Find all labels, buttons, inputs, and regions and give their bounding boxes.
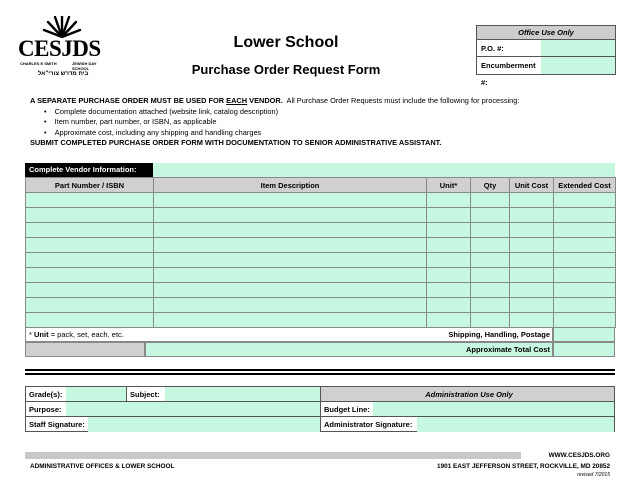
total-field[interactable]: [553, 342, 615, 357]
item-description-cell[interactable]: [154, 298, 427, 313]
unit-cost-cell[interactable]: [510, 223, 554, 238]
unit-cost-cell[interactable]: [510, 238, 554, 253]
office-use-title: Office Use Only: [477, 26, 615, 40]
vendor-field[interactable]: [153, 163, 615, 177]
part-number-cell[interactable]: [26, 283, 154, 298]
qty-cell[interactable]: [471, 208, 510, 223]
admin-signature-label: Administrator Signature:: [324, 420, 413, 429]
admin-signature-field[interactable]: [417, 417, 614, 432]
divider: [25, 369, 615, 371]
footer-office: ADMINISTRATIVE OFFICES & LOWER SCHOOL: [30, 463, 175, 470]
table-row: [26, 283, 616, 298]
qty-cell[interactable]: [471, 223, 510, 238]
qty-cell[interactable]: [471, 193, 510, 208]
instr-bullet: • Approximate cost, including any shipping and handling charges: [44, 128, 620, 139]
unit-note-bold: Unit: [34, 330, 49, 339]
unit-cost-cell[interactable]: [510, 283, 554, 298]
page-title: Lower School: [233, 34, 339, 51]
instr-bullet: • Complete documentation attached (website link, catalog description): [44, 107, 620, 118]
subject-field[interactable]: [165, 387, 321, 402]
table-header-row: [26, 178, 616, 193]
qty-cell[interactable]: [471, 268, 510, 283]
item-description-cell[interactable]: [154, 283, 427, 298]
unit-cost-cell[interactable]: [510, 313, 554, 328]
unit-cell[interactable]: [427, 298, 471, 313]
total-spacer: [25, 342, 145, 357]
extended-cost-cell[interactable]: [554, 193, 616, 208]
grades-field[interactable]: [66, 387, 127, 402]
office-use-box: [476, 25, 616, 87]
budget-line-label: Budget Line:: [321, 402, 373, 417]
table-row: [26, 298, 616, 313]
col-part-number: Part Number / ISBN: [26, 178, 154, 193]
qty-cell[interactable]: [471, 283, 510, 298]
logo-hebrew: בית מדרש צורי"אל: [38, 71, 89, 77]
instr-line1-suffix: VENDOR.: [247, 96, 283, 105]
staff-signature-field[interactable]: [88, 417, 321, 432]
item-description-cell[interactable]: [154, 313, 427, 328]
unit-note-prefix: *: [29, 330, 35, 339]
staff-signature-label: Staff Signature:: [29, 420, 85, 429]
instr-line1-rest: All Purchase Order Requests must include the following for processing:: [286, 96, 520, 105]
encumberment-label: Encumberment #:: [481, 61, 536, 87]
instr-submit: SUBMIT COMPLETED PURCHASE ORDER FORM WITH DOCUMENTATION TO SENIOR ADMINISTRATIVE ASSISTANT.: [30, 138, 442, 147]
qty-cell[interactable]: [471, 298, 510, 313]
part-number-cell[interactable]: [26, 193, 154, 208]
extended-cost-cell[interactable]: [554, 223, 616, 238]
item-description-cell[interactable]: [154, 253, 427, 268]
unit-cell[interactable]: [427, 223, 471, 238]
col-qty: Qty: [471, 178, 510, 193]
page-subtitle: Purchase Order Request Form: [191, 62, 381, 77]
table-row: [26, 253, 616, 268]
extended-cost-cell[interactable]: [554, 268, 616, 283]
col-unit-cost: Unit Cost: [510, 178, 554, 193]
extended-cost-cell[interactable]: [554, 208, 616, 223]
item-description-cell[interactable]: [154, 268, 427, 283]
encumberment-field[interactable]: [541, 57, 615, 74]
col-extended-cost: Extended Cost: [554, 178, 616, 193]
shipping-field[interactable]: [553, 327, 615, 342]
table-row: [26, 238, 616, 253]
unit-cell[interactable]: [427, 238, 471, 253]
unit-cell[interactable]: [427, 313, 471, 328]
unit-cost-cell[interactable]: [510, 208, 554, 223]
unit-cost-cell[interactable]: [510, 298, 554, 313]
part-number-cell[interactable]: [26, 253, 154, 268]
admin-use-title: Administration Use Only: [321, 387, 614, 402]
logo-name: CESJDS: [18, 36, 101, 61]
logo-sub-right: JEWISH DAY SCHOOL: [72, 61, 97, 71]
part-number-cell[interactable]: [26, 238, 154, 253]
divider: [25, 373, 615, 375]
unit-cell[interactable]: [427, 253, 471, 268]
items-table: [25, 177, 616, 328]
part-number-cell[interactable]: [26, 268, 154, 283]
unit-cell[interactable]: [427, 208, 471, 223]
unit-cell[interactable]: [427, 193, 471, 208]
table-row: [26, 193, 616, 208]
budget-line-field[interactable]: [373, 402, 614, 417]
footer-website[interactable]: WWW.CESJDS.ORG: [548, 452, 610, 459]
instructions: [30, 96, 620, 149]
table-row: [26, 268, 616, 283]
item-description-cell[interactable]: [154, 238, 427, 253]
vendor-label: Complete Vendor Information:: [25, 163, 153, 177]
po-label: P.O. #:: [481, 44, 504, 53]
subject-label: Subject:: [127, 387, 165, 402]
item-description-cell[interactable]: [154, 208, 427, 223]
table-row: [26, 223, 616, 238]
item-description-cell[interactable]: [154, 193, 427, 208]
part-number-cell[interactable]: [26, 208, 154, 223]
purpose-label: Purpose:: [26, 402, 66, 417]
unit-cell[interactable]: [427, 268, 471, 283]
col-item-description: Item Description: [154, 178, 427, 193]
instr-bullet: • Item number, part number, or ISBN, as applicable: [44, 117, 620, 128]
qty-cell[interactable]: [471, 238, 510, 253]
extended-cost-cell[interactable]: [554, 313, 616, 328]
instr-line1-each: EACH: [226, 96, 248, 105]
footer-address: 1901 EAST JEFFERSON STREET, ROCKVILLE, MD 20852: [437, 463, 610, 470]
table-row: [26, 313, 616, 328]
footer-revised: revised 7/2015: [577, 472, 610, 478]
footer-bar: [25, 452, 521, 459]
unit-cost-cell[interactable]: [510, 268, 554, 283]
logo-sub-left: CHARLES E SMITH: [20, 61, 57, 66]
approval-section: [25, 386, 615, 432]
unit-cell[interactable]: [427, 283, 471, 298]
table-row: [26, 208, 616, 223]
qty-cell[interactable]: [471, 313, 510, 328]
extended-cost-cell[interactable]: [554, 298, 616, 313]
grades-label: Grade(s):: [26, 387, 66, 402]
part-number-cell[interactable]: [26, 313, 154, 328]
unit-cost-cell[interactable]: [510, 193, 554, 208]
shipping-label: Shipping, Handling, Postage: [448, 330, 550, 339]
unit-note-rest: = pack, set, each, etc.: [48, 330, 124, 339]
po-field[interactable]: [541, 40, 615, 56]
instr-line1-prefix: A SEPARATE PURCHASE ORDER MUST BE USED FOR: [30, 96, 227, 105]
total-label: Approximate Total Cost: [465, 345, 550, 354]
part-number-cell[interactable]: [26, 223, 154, 238]
extended-cost-cell[interactable]: [554, 283, 616, 298]
purpose-field[interactable]: [66, 402, 321, 417]
col-unit: Unit*: [427, 178, 471, 193]
extended-cost-cell[interactable]: [554, 238, 616, 253]
qty-cell[interactable]: [471, 253, 510, 268]
part-number-cell[interactable]: [26, 298, 154, 313]
item-description-cell[interactable]: [154, 223, 427, 238]
unit-cost-cell[interactable]: [510, 253, 554, 268]
extended-cost-cell[interactable]: [554, 253, 616, 268]
